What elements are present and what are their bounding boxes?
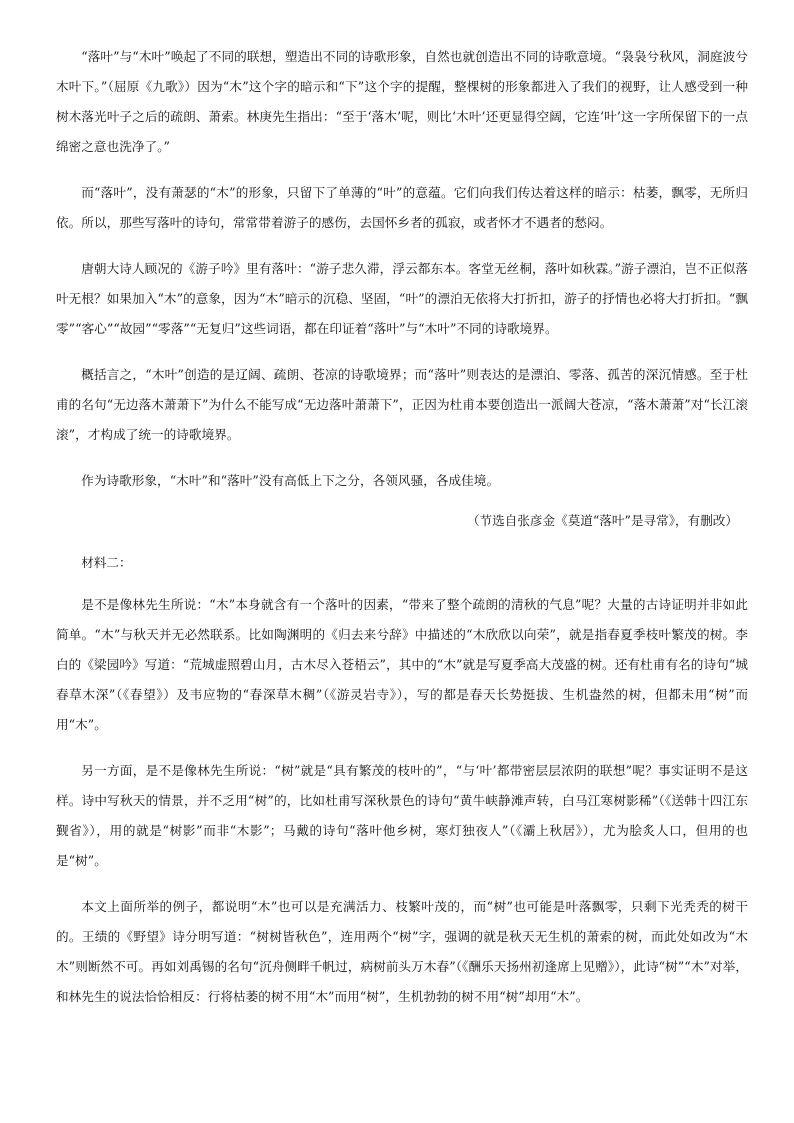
paragraph-2: 而“落叶”，没有萧瑟的“木”的形象，只留下了单薄的“叶”的意蕴。它们向我们传达着这样的暗示：枯萎，飘零，无所归依。所以，那些写落叶的诗句，常常带着游子的感伤，去国怀乡者的孤寂，或者怀才不遇者的愁闷。 bbox=[56, 185, 748, 230]
paragraph-6: 是不是像林先生所说：“木”本身就含有一个落叶的因素，“带来了整个疏朗的清秋的气息”呢？大量的古诗证明并非如此简单。“木”与秋天并无必然联系。比如陶渊明的《归去来兮辞》中描述的“木欣欣以向荣”，就是指春夏季枝叶繁茂的树。李白的《梁园吟》写道：“荒城虚照碧山月，古木尽入苍梧云”，其中的“木”就是写夏季高大茂盛的树。还有杜甫有名的诗句“城春草木深”（《春望》）及韦应物的“春深草木稠”（《游灵岩寺》），写的都是春天长势挺拔、生机盎然的树，但都未用“树”而用“木”。 bbox=[56, 597, 748, 732]
paragraph-4: 概括言之，“木叶”创造的是辽阔、疏朗、苍凉的诗歌境界；而“落叶”则表达的是漂泊、零落、孤苦的深沉情感。至于杜甫的名句“无边落木萧萧下”为什么不能写成“无边落叶萧萧下”，正因为杜甫本要创造出一派阔大苍凉，“落木萧萧”对“长江滚滚”，才构成了统一的诗歌境界。 bbox=[56, 367, 748, 442]
paragraph-8: 本文上面所举的例子，都说明“木”也可以是充满活力、枝繁叶茂的，而“树”也可能是叶落飘零，只剩下光秃秃的树干的。王绩的《野望》诗分明写道：“树树皆秋色”，连用两个“树”字，强调的就是秋天无生机的萧索的树，而此处如改为“木木”则断然不可。再如刘禹锡的名句“沉舟侧畔千帆过，病树前头万木春”（《酬乐天扬州初逢席上见赠》），此诗“树”“木”对举，和林先生的说法恰恰相反：行将枯萎的树不用“木”而用“树”，生机勃勃的树不用“树”却用“木”。 bbox=[56, 899, 748, 1004]
source-citation: （节选自张彦金《莫道“落叶”是寻常》，有删改） bbox=[466, 513, 738, 528]
paragraph-7: 另一方面，是不是像林先生所说：“树”就是“具有繁茂的枝叶的”，“与‘叶’都带密层层浓阴的联想”呢？事实证明不是这样。诗中写秋天的情景，并不乏用“树”的，比如杜甫写深秋景色的诗句“黄牛峡静滩声转，白马江寒树影稀”（《送韩十四江东觐省》），用的就是“树影”而非“木影”；马戴的诗句“落叶他乡树，寒灯独夜人”（《灞上秋居》），尤为脍炙人口，但用的也是“树”。 bbox=[56, 763, 748, 868]
section-heading: 材料二： bbox=[81, 555, 132, 570]
paragraph-3: 唐朝大诗人顾况的《游子吟》里有落叶：“游子悲久滞，浮云都东本。客堂无丝桐，落叶如秋霖。”游子漂泊，岂不正似落叶无根？如果加入“木”的意象，因为“木”暗示的沉稳、坚固，“叶”的漂泊无依将大打折扣，游子的抒情也必将大打折扣。“飘零”“客心”“故园”“零落”“无复归”这些词语，都在印证着“落叶”与“木叶”不同的诗歌境界。 bbox=[56, 261, 748, 336]
paragraph-5: 作为诗歌形象，“木叶”和“落叶”没有高低上下之分，各领风骚，各成佳境。 bbox=[81, 473, 500, 488]
paragraph-1: “落叶”与“木叶”唤起了不同的联想，塑造出不同的诗歌形象，自然也就创造出不同的诗歌意境。“袅袅兮秋风，洞庭波兮木叶下。”（屈原《九歌》）因为“木”这个字的暗示和“下”这个字的提醒，整棵树的形象都进入了我们的视野，让人感受到一种树木落光叶子之后的疏朗、萧索。林庚先生指出：“至于‘落木’呢，则比‘木叶’还更显得空阔，它连‘叶’这一字所保留下的一点绵密之意也洗净了。” bbox=[56, 49, 748, 154]
